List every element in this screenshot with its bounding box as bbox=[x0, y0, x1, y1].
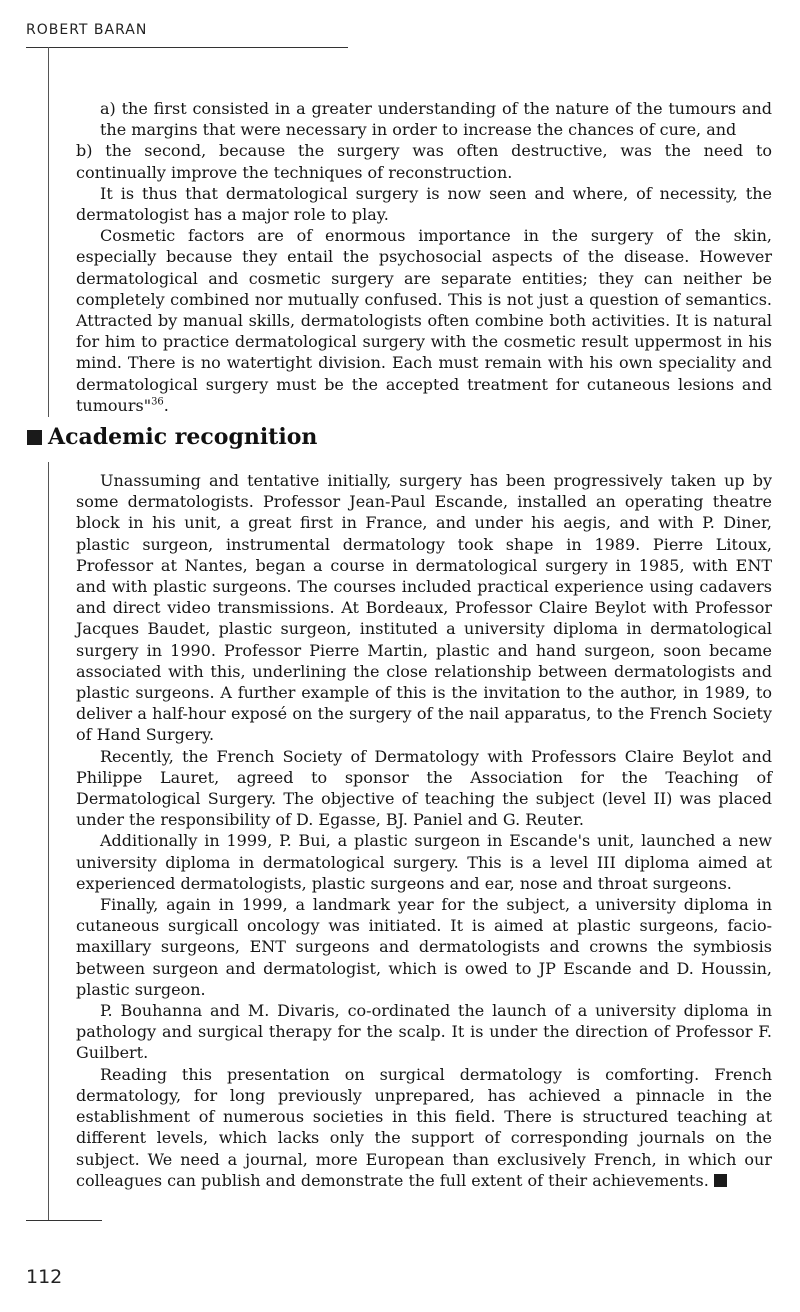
intro-paragraph-a: a) the first consisted in a greater understanding of the nature of the tumours and the margins that were necessary in order to increase the chances of cure, and bbox=[100, 99, 772, 140]
margin-rule-upper bbox=[48, 47, 49, 417]
intro-text bbox=[76, 98, 772, 416]
intro-paragraph-4 bbox=[76, 225, 772, 416]
intro-paragraph-4-text: Cosmetic factors are of enormous importance in the surgery of the skin, especially because they entail the psychosocial aspects of the disease. However dermatological and cosmetic surgery are separate entities; they can neither be completely combined nor mutually confused. This is not just a question of semantics. Attracted by manual skills, dermatologists often combine both activities. It is natural for him to practice dermatological surgery with the cosmetic result uppermost in his mind. There is no watertight division. Each must remain with his own speciality and dermatological surgery must be the accepted treatment for cutaneous lesions and tumours" bbox=[76, 226, 772, 415]
footnote-ref: 36 bbox=[151, 396, 164, 408]
section-paragraph-4: Finally, again in 1999, a landmark year for the subject, a university diploma in cutaneous surgicall oncology was initiated. It is aimed at plastic surgeons, facio-maxillary surgeons, ENT surgeons and dermatologists and crowns the symbiosis between surgeon and dermatologist, which is owed to JP Escande and D. Houssin, plastic surgeon. bbox=[76, 895, 772, 999]
section-paragraph-6 bbox=[76, 1064, 772, 1191]
intro-paragraph-4-end: . bbox=[163, 395, 169, 415]
intro-paragraph-3: It is thus that dermatological surgery is now seen and where, of necessity, the dermatologist has a major role to play. bbox=[76, 183, 772, 225]
section-paragraph-2: Recently, the French Society of Dermatology with Professors Claire Beylot and Philippe Lauret, agreed to sponsor the Association for the Teaching of Dermatological Surgery. The objective of teaching the subject (level II) was placed under the responsibility of D. Egasse, BJ. Paniel and G. Reuter. bbox=[76, 746, 772, 830]
section-paragraph-5: P. Bouhanna and M. Divaris, co-ordinated the launch of a university diploma in pathology and surgical therapy for the scalp. It is under the direction of Professor F. Guilbert. bbox=[76, 1001, 772, 1063]
footer-rule bbox=[26, 1220, 102, 1221]
section-heading bbox=[27, 424, 317, 450]
end-square-icon bbox=[714, 1174, 727, 1187]
section-paragraph-1: Unassuming and tentative initially, surgery has been progressively taken up by some dermatologists. Professor Jean-Paul Escande, installed an operating theatre block in his unit, a great first in France, and under his aegis, and with P. Diner, plastic surgeon, instrumental dermatology took shape in 1989. Pierre Litoux, Professor at Nantes, began a course in dermatological surgery in 1985, with ENT and with plastic surgeons. The courses included practical experience using cadavers and direct video transmissions. At Bordeaux, Professor Claire Beylot with Professor Jacques Baudet, plastic surgeon, instituted a university diploma in dermatological surgery in 1990. Professor Pierre Martin, plastic and hand surgeon, soon became associated with this, underlining the close relationship between dermatologists and plastic surgeons. A further example of this is the invitation to the author, in 1989, to deliver a half-hour exposé on the surgery of the nail apparatus, to the French Society of Hand Surgery. bbox=[76, 471, 772, 745]
running-head: ROBERT BARAN bbox=[26, 22, 148, 38]
margin-rule-lower bbox=[48, 462, 49, 1220]
header-rule bbox=[26, 47, 348, 48]
black-square-icon bbox=[27, 430, 42, 445]
section-paragraph-6-text: Reading this presentation on surgical dermatology is comforting. French dermatology, for long previously unprepared, has achieved a pinnacle in the establishment of numerous societies in this field. There is structured teaching at different levels, which lacks only the support of corresponding journals on the subject. We need a journal, more European than exclusively French, in which our colleagues can publish and demonstrate the full extent of their achievements. bbox=[76, 1064, 772, 1190]
section-title: Academic recognition bbox=[48, 424, 318, 450]
section-text bbox=[76, 470, 772, 1191]
intro-paragraph-b: b) the second, because the surgery was often destructive, was the need to continually improve the techniques of reconstruction. bbox=[76, 141, 772, 182]
page-number: 112 bbox=[26, 1266, 63, 1288]
section-paragraph-3: Additionally in 1999, P. Bui, a plastic surgeon in Escande's unit, launched a new university diploma in dermatological surgery. This is a level III diploma aimed at experienced dermatologists, plastic surgeons and ear, nose and throat surgeons. bbox=[76, 831, 772, 893]
